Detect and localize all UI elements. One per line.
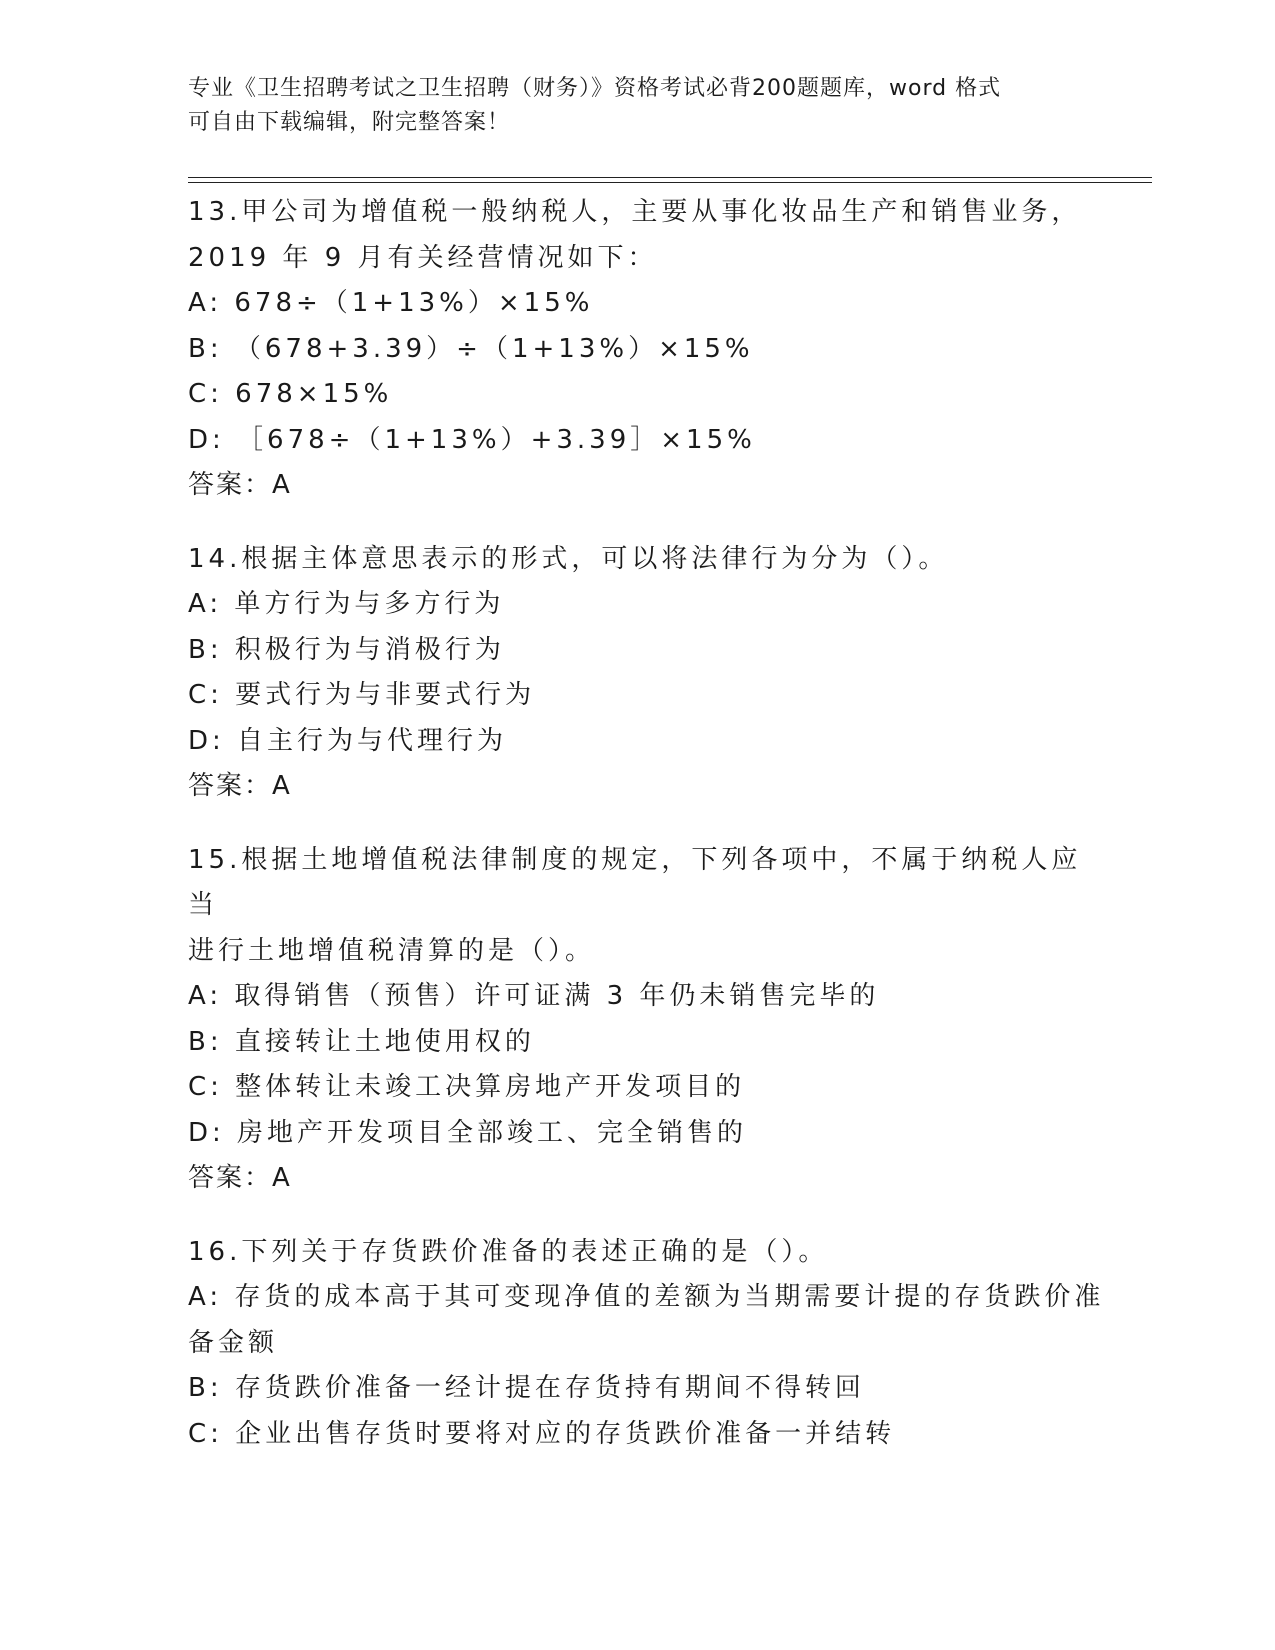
option-d: D: ［678÷（1+13%）+3.39］×15%: [188, 424, 756, 455]
option-a: A: 单方行为与多方行为: [188, 589, 505, 619]
option-c: C: 整体转让未竣工决算房地产开发项目的: [188, 1072, 746, 1102]
question-stem: 13.甲公司为增值税一般纳税人，主要从事化妆品生产和销售业务，: [188, 197, 1082, 227]
option-a-continued: 备金额: [188, 1327, 279, 1358]
option-c: C: 企业出售存货时要将对应的存货跌价准备一并结转: [188, 1418, 896, 1449]
header-line-1: 专业《卫生招聘考试之卫生招聘（财务）》资格考试必背200题题库，word 格式: [188, 76, 1002, 101]
question-14: [188, 537, 1088, 810]
answer: 答案：A: [188, 1163, 292, 1193]
question-stem: 16.下列关于存货跌价准备的表述正确的是（）。: [188, 1236, 829, 1267]
answer: 答案：A: [188, 470, 292, 500]
option-c: C: 678×15%: [188, 379, 393, 409]
question-stem: 14.根据主体意思表示的形式，可以将法律行为分为（）。: [188, 543, 949, 574]
option-b: B: （678+3.39）÷（1+13%）×15%: [188, 333, 754, 364]
header-line-2: 可自由下载编辑，附完整答案！: [188, 110, 511, 135]
header-divider-top: [188, 177, 1152, 178]
option-b: B: 积极行为与消极行为: [188, 634, 505, 665]
option-a: A: 存货的成本高于其可变现净值的差额为当期需要计提的存货跌价准: [188, 1282, 1105, 1312]
document-header: [188, 72, 1088, 140]
question-stem: 15.根据土地增值税法律制度的规定，下列各项中，不属于纳税人应当: [188, 844, 1082, 920]
question-16: [188, 1230, 1105, 1458]
header-divider-bottom: [188, 182, 1152, 183]
question-15: [188, 838, 1088, 1202]
question-stem: 进行土地增值税清算的是（）。: [188, 935, 596, 966]
answer: 答案：A: [188, 771, 292, 801]
option-b: B: 直接转让土地使用权的: [188, 1026, 535, 1057]
option-b: B: 存货跌价准备一经计提在存货持有期间不得转回: [188, 1373, 865, 1403]
question-13: [188, 190, 1088, 509]
option-c: C: 要式行为与非要式行为: [188, 680, 536, 710]
option-a: A: 取得销售（预售）许可证满 3 年仍未销售完毕的: [188, 981, 880, 1011]
option-d: D: 自主行为与代理行为: [188, 725, 508, 756]
option-a: A: 678÷（1+13%）×15%: [188, 288, 594, 318]
question-list: [188, 190, 1105, 1485]
question-stem: 2019 年 9 月有关经营情况如下：: [188, 242, 658, 273]
option-d: D: 房地产开发项目全部竣工、完全销售的: [188, 1117, 748, 1148]
